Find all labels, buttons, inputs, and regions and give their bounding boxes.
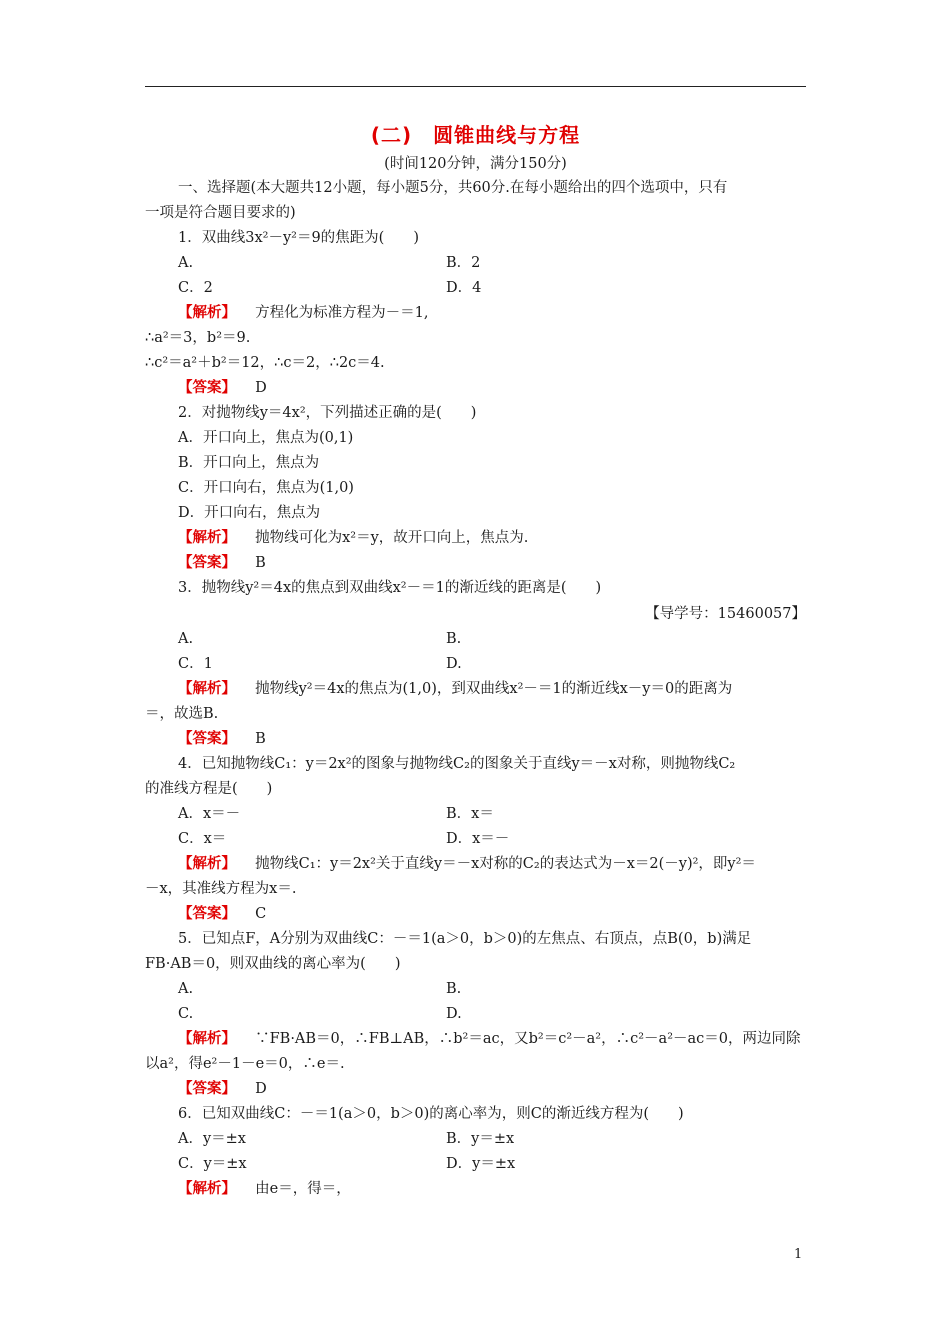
question-4-options-ab [145,802,806,827]
q2-answer [145,551,806,576]
page-title: (二) 圆锥曲线与方程 [370,123,581,147]
question-6-stem: 6．已知双曲线C：－＝1(a＞0，b＞0)的离心率为，则C的渐近线方程为( ) [178,1106,684,1122]
question-2-stem: 2．对抛物线y＝4x²，下列描述正确的是( ) [178,405,477,421]
answer-tag: 【答案】 [178,555,236,571]
question-5-stem-cont: FB·AB＝0，则双曲线的离心率为( ) [145,956,401,972]
analysis-tag: 【解析】 [178,305,236,321]
question-1-options-cd [145,276,806,301]
answer-tag: 【答案】 [178,1081,236,1097]
question-3-options-cd [145,652,806,677]
q2-option-b: B．开口向上，焦点为 [178,455,320,471]
answer-tag: 【答案】 [178,731,236,747]
q1-answer [145,376,806,401]
q2-option-a: A．开口向上，焦点为(0,1) [178,430,354,446]
q1-option-d: D．4 [446,280,482,296]
analysis-tag: 【解析】 [178,1181,236,1197]
q5-answer-text: D [236,1081,267,1097]
q3-analysis [145,677,806,702]
q2-analysis [145,526,806,551]
question-5-stem: 5．已知点F，A分别为双曲线C：－＝1(a＞0，b＞0)的左焦点、右顶点，点B(0，b)满足 [178,931,752,947]
q5-answer [145,1077,806,1102]
q1-analysis-text: 方程化为标准方程为－＝1, [236,305,429,321]
q3-option-b: B. [446,631,462,647]
q4-analysis-line-2: －x，其准线方程为x＝. [145,881,297,897]
question-1-options-ab [145,251,806,276]
q4-answer [145,902,806,927]
q1-option-c: C．2 [178,280,213,296]
q5-option-c: C. [178,1006,194,1022]
q4-option-c: C．x＝ [178,831,227,847]
q1-analysis-line-2: ∴a²＝3，b²＝9. [145,330,251,346]
q3-option-a: A. [178,631,194,647]
q3-answer [145,727,806,752]
section-heading-cont: 一项是符合题目要求的) [145,205,296,221]
question-6-options-cd [145,1152,806,1177]
answer-tag: 【答案】 [178,380,236,396]
answer-tag: 【答案】 [178,906,236,922]
q4-option-d: D．x＝－ [446,831,510,847]
question-1-stem: 1．双曲线3x²－y²＝9的焦距为( ) [178,230,419,246]
question-4-stem-cont: 的准线方程是( ) [145,781,273,797]
q6-option-d: D．y＝±x [446,1156,516,1172]
page-number: 1 [794,1247,803,1262]
q6-option-b: B．y＝±x [446,1131,515,1147]
q6-analysis [145,1177,806,1202]
q6-option-c: C．y＝±x [178,1156,247,1172]
question-4-stem: 4．已知抛物线C₁：y＝2x²的图象与抛物线C₂的图象关于直线y＝－x对称，则抛物线C₂ [178,756,736,772]
q2-answer-text: B [236,555,266,571]
q3-reference-number: 【导学号：15460057】 [645,606,806,622]
section-heading: 一、选择题(本大题共12小题，每小题5分，共60分.在每小题给出的四个选项中，只有 [178,180,728,196]
q5-option-d: D. [446,1006,462,1022]
q2-option-c: C．开口向右，焦点为(1,0) [178,480,354,496]
q3-analysis-text: 抛物线y²＝4x的焦点为(1,0)，到双曲线x²－＝1的渐近线x－y＝0的距离为 [236,681,733,697]
q4-analysis-text: 抛物线C₁：y＝2x²关于直线y＝－x对称的C₂的表达式为－x＝2(－y)²，即y²＝ [236,856,756,872]
question-3-stem: 3．抛物线y²＝4x的焦点到双曲线x²－＝1的渐近线的距离是( ) [178,580,602,596]
q1-answer-text: D [236,380,267,396]
q3-option-d: D. [446,656,462,672]
q5-analysis-line-2: 以a²，得e²－1－e＝0，∴e＝. [145,1056,345,1072]
question-4-options-cd [145,827,806,852]
analysis-tag: 【解析】 [178,530,236,546]
q4-analysis [145,852,806,877]
question-6-options-ab [145,1127,806,1152]
q1-option-b: B．2 [446,255,481,271]
page-subtitle: (时间120分钟，满分150分) [384,156,567,172]
document-body [145,118,806,1202]
q5-option-a: A. [178,981,194,997]
q6-analysis-text: 由e＝，得＝， [236,1181,351,1197]
analysis-tag: 【解析】 [178,856,236,872]
question-3-options-ab [145,627,806,652]
q5-analysis [145,1027,806,1052]
question-5-options-cd [145,1002,806,1027]
q5-option-b: B. [446,981,462,997]
q5-analysis-text: ∵FB·AB＝0，∴FB⊥AB，∴b²＝ac，又b²＝c²－a²，∴c²－a²－ac＝0，两边同除 [236,1031,801,1047]
analysis-tag: 【解析】 [178,1031,236,1047]
question-5-options-ab [145,977,806,1002]
q4-answer-text: C [236,906,267,922]
q2-option-d: D．开口向右，焦点为 [178,505,321,521]
q1-option-a: A. [178,255,194,271]
q1-analysis [145,301,806,326]
header-rule [145,86,806,87]
q4-option-a: A．x＝－ [178,806,241,822]
q3-option-c: C．1 [178,656,213,672]
q2-analysis-text: 抛物线可化为x²＝y，故开口向上，焦点为. [236,530,529,546]
q3-answer-text: B [236,731,266,747]
q6-option-a: A．y＝±x [178,1131,246,1147]
q3-analysis-line-2: ＝，故选B. [145,706,219,722]
q1-analysis-line-3: ∴c²＝a²＋b²＝12，∴c＝2，∴2c＝4. [145,355,385,371]
q4-option-b: B．x＝ [446,806,494,822]
analysis-tag: 【解析】 [178,681,236,697]
